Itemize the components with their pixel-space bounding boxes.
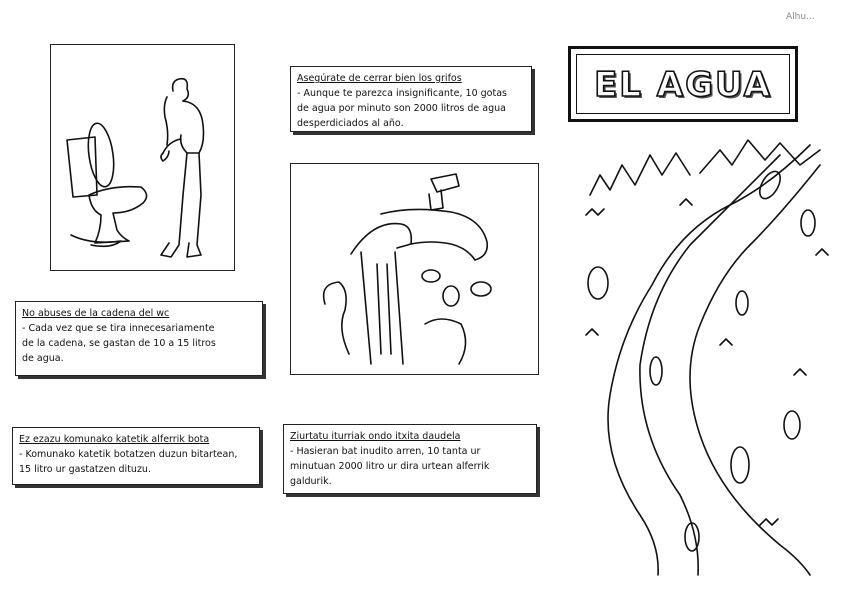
corner-label: Alhu... xyxy=(786,12,815,22)
tip-cadena-line: de la cadena, se gastan de 10 a 15 litros xyxy=(22,338,216,349)
tip-iturriak-line: galdurik. xyxy=(290,476,332,487)
tip-cadena-heading: No abuses de la cadena del wc xyxy=(22,308,170,319)
tip-grifos-line: - Aunque te parezca insignificante, 10 gotas xyxy=(297,88,507,99)
tip-grifos xyxy=(290,66,532,132)
title-box xyxy=(568,46,798,122)
page-title: EL AGUA xyxy=(594,65,772,105)
tip-iturriak xyxy=(283,424,537,494)
tip-katea xyxy=(12,427,260,485)
tip-grifos-line: desperdiciados al año. xyxy=(297,118,404,129)
toilet-drawing xyxy=(51,45,234,270)
tip-katea-line: 15 litro ur gastatzen dituzu. xyxy=(19,464,151,475)
river-drawing xyxy=(580,135,840,575)
toilet-illustration xyxy=(50,44,235,271)
tip-cadena xyxy=(15,301,263,376)
tip-katea-line: - Komunako katetik botatzen duzun bitartean, xyxy=(19,449,238,460)
tip-katea-heading: Ez ezazu komunako katetik alferrik bota xyxy=(19,434,210,445)
faucet-drawing xyxy=(291,164,538,374)
tip-iturriak-line: minutuan 2000 litro ur dira urtean alferrik xyxy=(290,461,490,472)
tip-iturriak-heading: Ziurtatu iturriak ondo itxita daudela xyxy=(290,431,461,442)
tip-iturriak-line: - Hasieran bat inudito arren, 10 tanta ur xyxy=(290,446,481,457)
tip-cadena-line: de agua. xyxy=(22,353,64,364)
tip-grifos-line: de agua por minuto son 2000 litros de agua xyxy=(297,103,506,114)
faucet-illustration xyxy=(290,163,539,375)
tip-grifos-heading: Asegúrate de cerrar bien los grifos xyxy=(297,73,462,84)
tip-cadena-line: - Cada vez que se tira innecesariamente xyxy=(22,323,215,334)
